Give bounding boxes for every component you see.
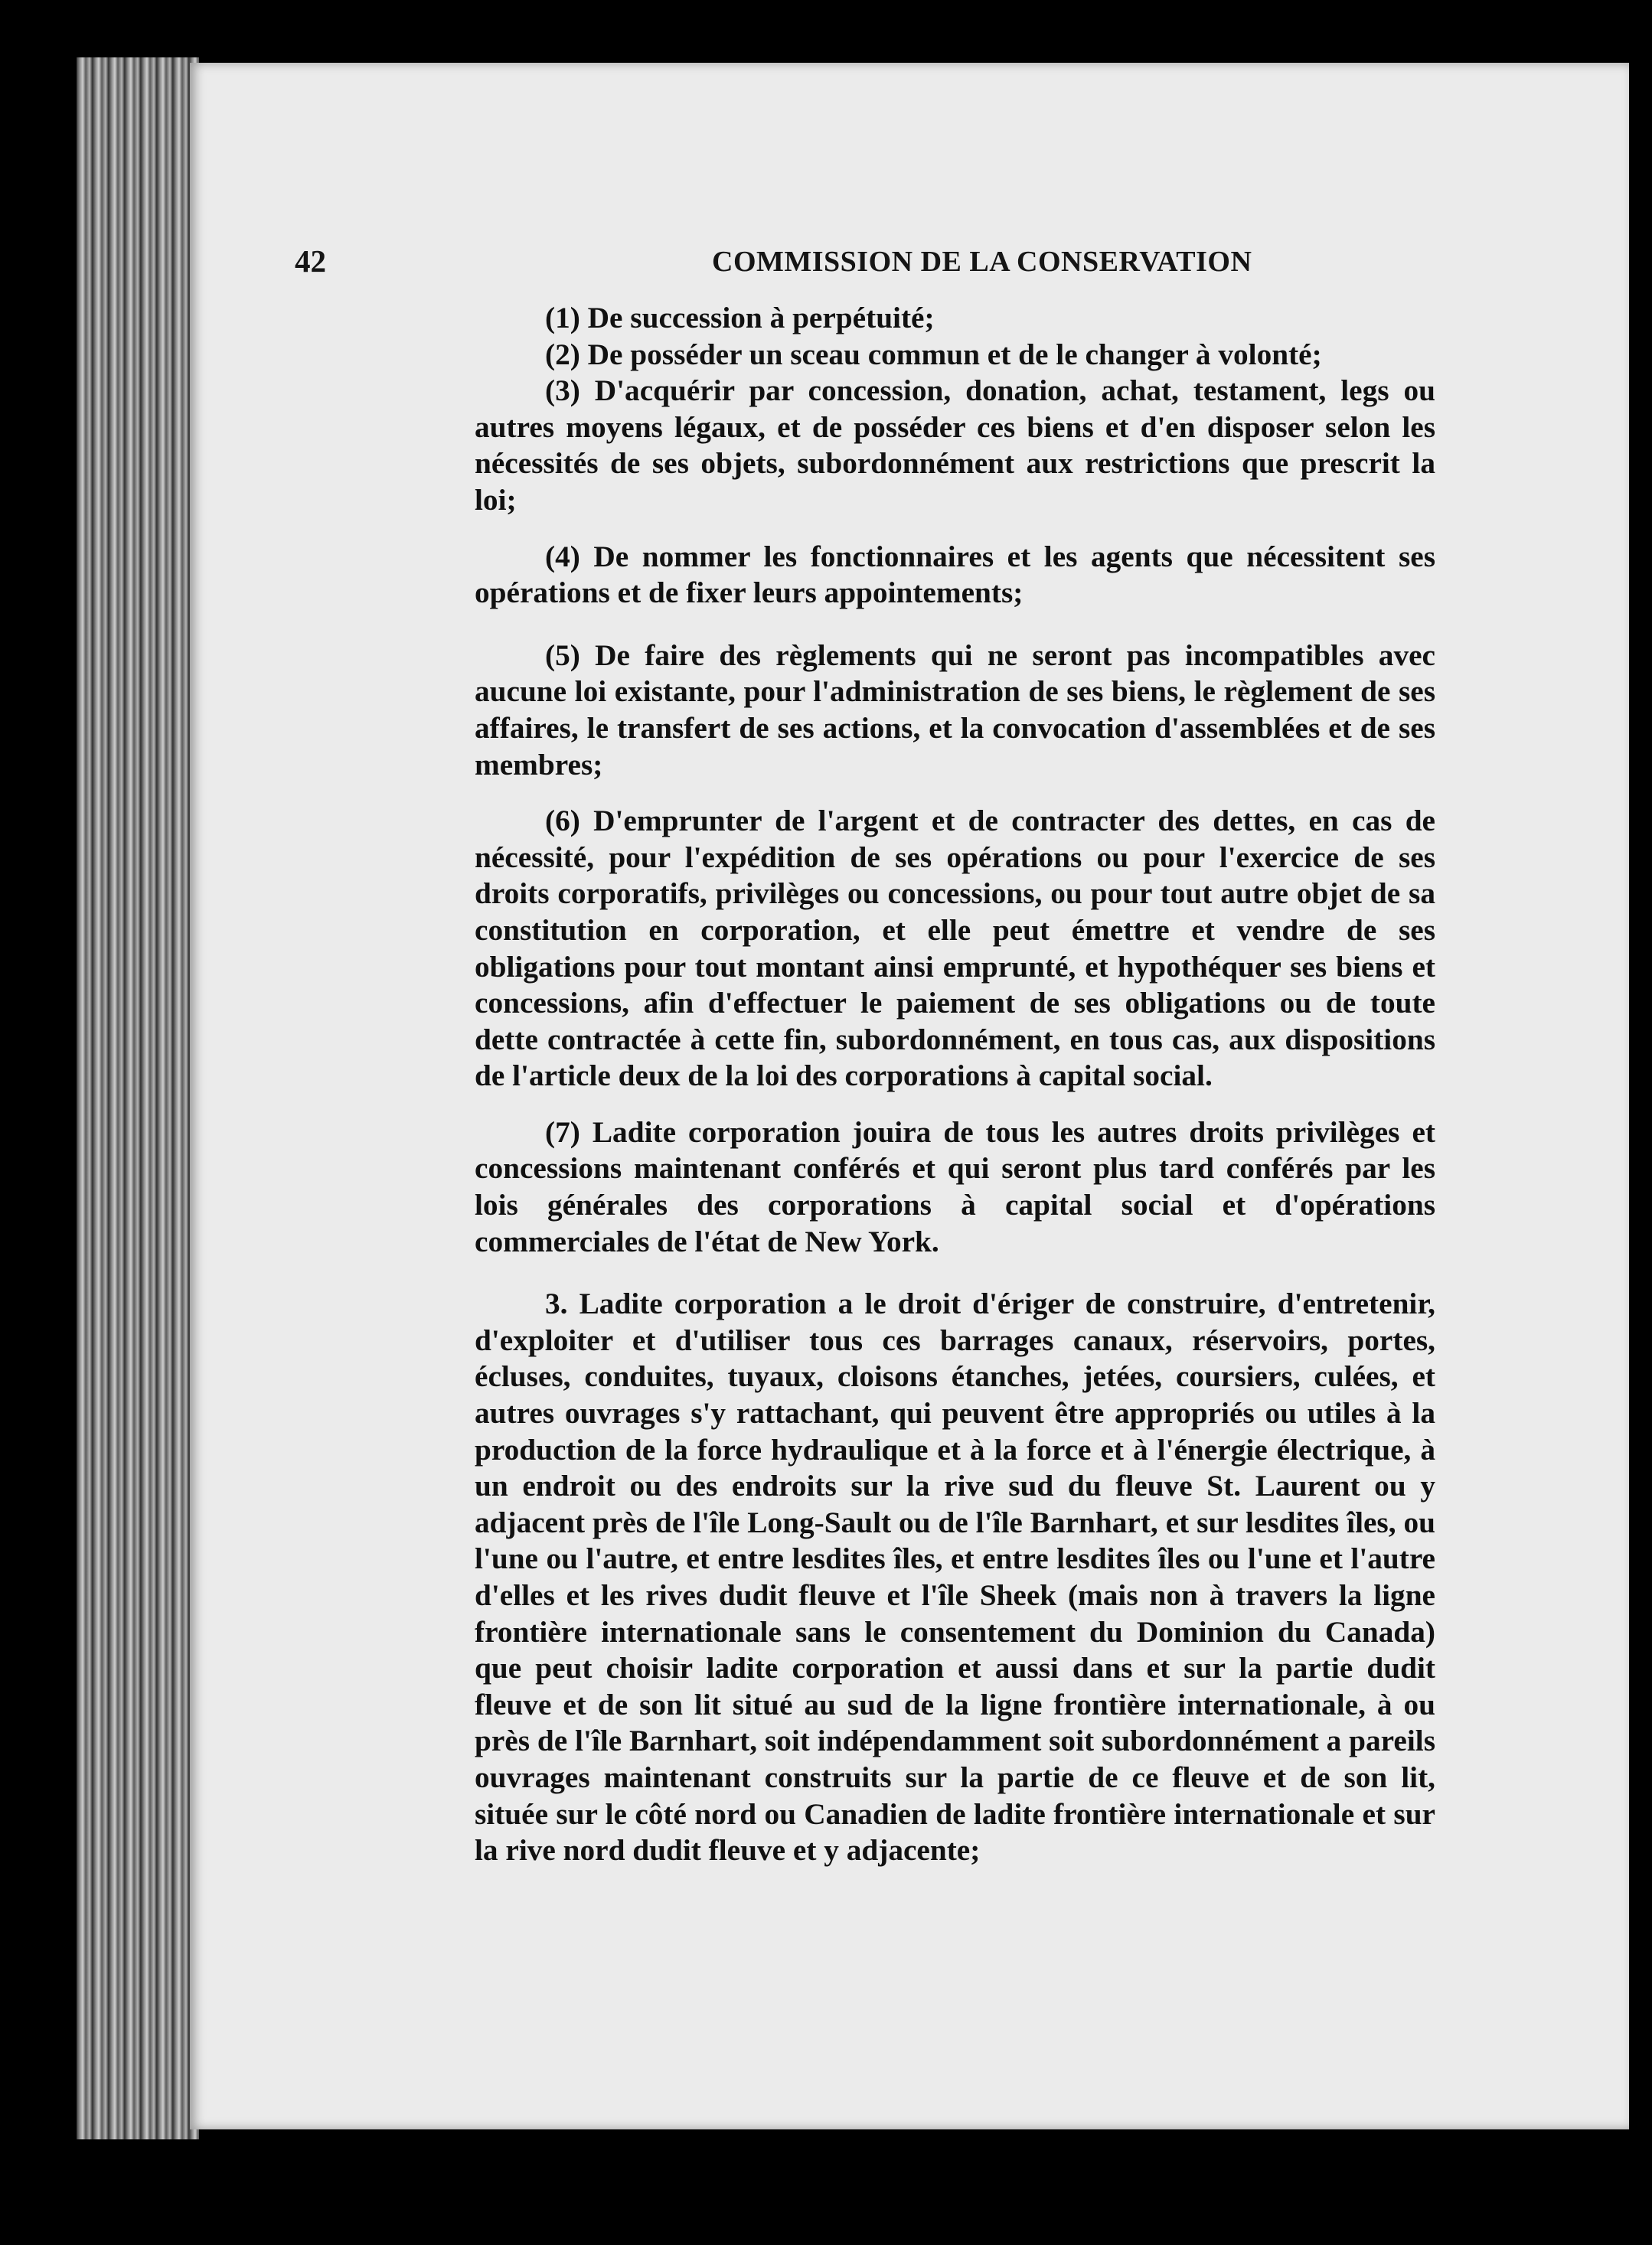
paragraph-3: (3) D'acquérir par concession, donation, achat, testament, legs ou autres moyens légaux, et de posséder ces biens et d'en disposer selon les nécessités de ses objets, subordonnément aux restrictions que prescrit la loi; — [475, 374, 1435, 517]
page-number: 42 — [295, 243, 326, 279]
paragraph-6: (6) D'emprunter de l'argent et de contracter des dettes, en cas de nécessité, pour l'expédition de ses opérations ou pour l'exercice de ses droits corporatifs, privilèges ou concessions, ou pour tout autre objet de sa constitution en corporation, et elle peut émettre et vendre de ses obligations pour tout montant ainsi emprunté, et hypothéquer ses biens et concessions, afin d'effectuer le paiement de ses obligations ou de toute dette contractée à cette fin, subordonnément, en tous cas, aux dispositions de l'article deux de la loi des corporations à capital social. — [475, 804, 1435, 1093]
running-head: COMMISSION DE LA CONSERVATION — [712, 246, 1252, 278]
paragraph-7: (7) Ladite corporation jouira de tous les autres droits privilèges et concessions maintenant conférés et qui seront plus tard conférés par les lois générales des corporations à capital social et d'opérations commerciales de l'état de New York. — [475, 1114, 1435, 1258]
body-text — [475, 300, 1435, 1869]
paragraph-4: (4) De nommer les fonctionnaires et les agents que nécessitent ses opérations et de fixer leurs appointements; — [475, 539, 1435, 610]
paragraph-5: (5) De faire des règlements qui ne seront pas incompatibles avec aucune loi existante, pour l'administration de ses biens, le règlement de ses affaires, le transfert de ses actions, et la convocation d'assemblées et de ses membres; — [475, 638, 1435, 782]
paragraph-1: (1) De succession à perpétuité; — [545, 301, 935, 334]
paragraph-8: 3. Ladite corporation a le droit d'ériger de construire, d'entretenir, d'exploiter et d'utiliser tous ces barrages canaux, réservoirs, portes, écluses, conduites, tuyaux, cloisons étanches, jetées, coursiers, culées, et autres ouvrages s'y rattachant, qui peuvent être appropriés ou utiles à la production de la force hydraulique et à la force et à l'énergie électrique, à un endroit ou des endroits sur la rive sud du fleuve St. Laurent ou y adjacent près de l'île Long-Sault ou de l'île Barnhart, et sur lesdites îles, ou l'une ou l'autre, et entre lesdites îles, et entre lesdites îles ou l'une et l'autre d'elles et les rives dudit fleuve et l'île Sheek (mais non à travers la ligne frontière internationale sans le consentement du Dominion du Canada) que peut choisir ladite corporation et aussi dans et sur la partie dudit fleuve et de son lit situé au sud de la ligne frontière internationale, à ou près de l'île Barnhart, soit indépendamment soit subordonnément a pareils ouvrages maintenant construits sur la partie de ce fleuve et de son lit, située sur le côté nord ou Canadien de ladite frontière internationale et sur la rive nord dudit fleuve et y adjacente; — [475, 1287, 1435, 1868]
paragraph-2: (2) De posséder un sceau commun et de le changer à volonté; — [545, 337, 1322, 371]
page-edges — [77, 57, 199, 2139]
